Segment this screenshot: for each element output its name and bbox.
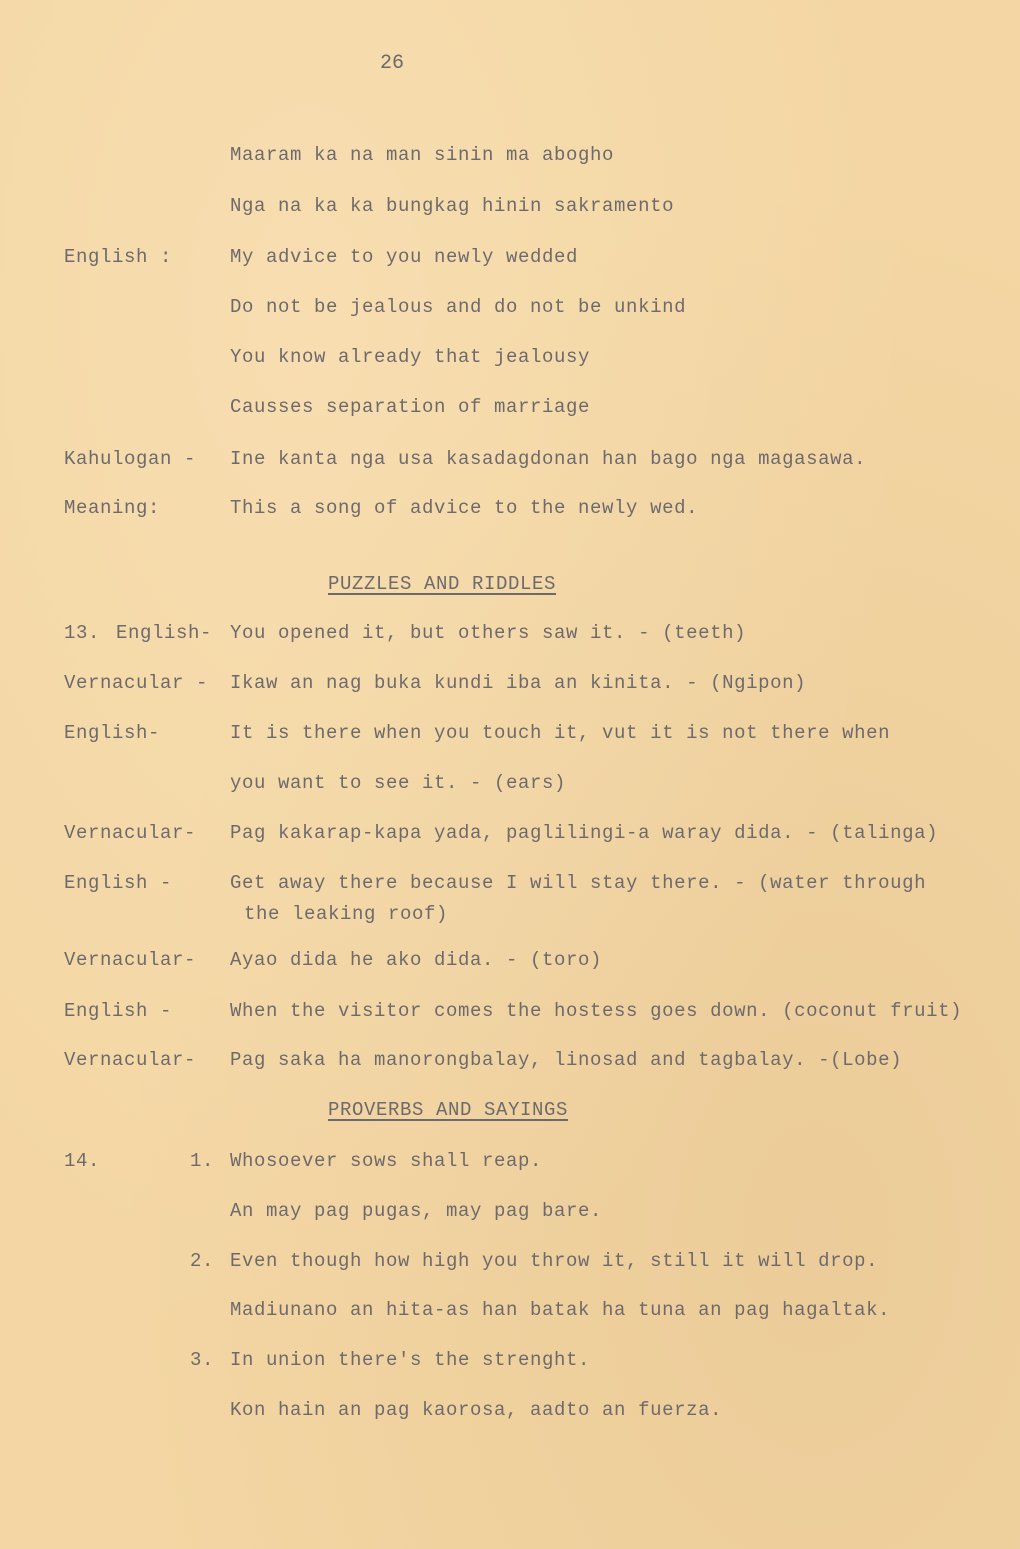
riddle-text-5: Pag kakarap-kapa yada, paglilingi-a waray dida. - (talinga) [230,822,939,844]
proverb-num-2: 2. [190,1250,215,1272]
english-line-3: You know already that jealousy [230,346,591,368]
riddle-label-1: English- [116,622,213,644]
puzzles-heading: PUZZLES AND RIDDLES [328,573,557,595]
riddle-label-6: English - [64,872,173,894]
proverb-vernacular-1: An may pag pugas, may pag bare. [230,1200,603,1222]
riddle-text-8: Ayao dida he ako dida. - (toro) [230,949,603,971]
proverb-english-2: Even though how high you throw it, still it will drop. [230,1250,879,1272]
proverb-vernacular-2: Madiunano an hita-as han batak ha tuna an pag hagaltak. [230,1299,891,1321]
proverb-vernacular-3: Kon hain an pag kaorosa, aadto an fuerza. [230,1399,723,1421]
english-line-4: Causses separation of marriage [230,396,591,418]
english-line-2: Do not be jealous and do not be unkind [230,296,687,318]
riddle-label-10: Vernacular- [64,1049,197,1071]
proverbs-number: 14. [64,1150,101,1172]
kahulogan-text: Ine kanta nga usa kasadagdonan han bago nga magasawa. [230,448,867,470]
vernacular-line-2: Nga na ka ka bungkag hinin sakramento [230,195,675,217]
riddle-label-3: English- [64,722,161,744]
riddle-label-9: English - [64,1000,173,1022]
riddle-text-6: Get away there because I will stay there. - (water through [230,872,927,894]
english-label: English : [64,246,173,268]
proverb-english-1: Whosoever sows shall reap. [230,1150,543,1172]
riddle-text-2: Ikaw an nag buka kundi iba an kinita. - (Ngipon) [230,672,807,694]
riddle-text-9: When the visitor comes the hostess goes down. (coconut fruit) [230,1000,963,1022]
vernacular-line-1: Maaram ka na man sinin ma abogho [230,144,615,166]
riddle-label-5: Vernacular- [64,822,197,844]
page-number: 26 [380,52,405,75]
riddle-label-8: Vernacular- [64,949,197,971]
kahulogan-label: Kahulogan - [64,448,197,470]
riddle-text-4: you want to see it. - (ears) [230,772,567,794]
riddle-text-1: You opened it, but others saw it. - (teeth) [230,622,747,644]
proverbs-heading: PROVERBS AND SAYINGS [328,1099,569,1121]
english-line-1: My advice to you newly wedded [230,246,579,268]
proverb-num-1: 1. [190,1150,215,1172]
proverb-english-3: In union there's the strenght. [230,1349,591,1371]
meaning-label: Meaning: [64,497,161,519]
puzzles-number: 13. [64,622,101,644]
proverb-num-3: 3. [190,1349,215,1371]
riddle-text-7: the leaking roof) [244,903,449,925]
meaning-text: This a song of advice to the newly wed. [230,497,699,519]
riddle-label-2: Vernacular - [64,672,209,694]
riddle-text-3: It is there when you touch it, vut it is not there when [230,722,891,744]
riddle-text-10: Pag saka ha manorongbalay, linosad and tagbalay. -(Lobe) [230,1049,903,1071]
